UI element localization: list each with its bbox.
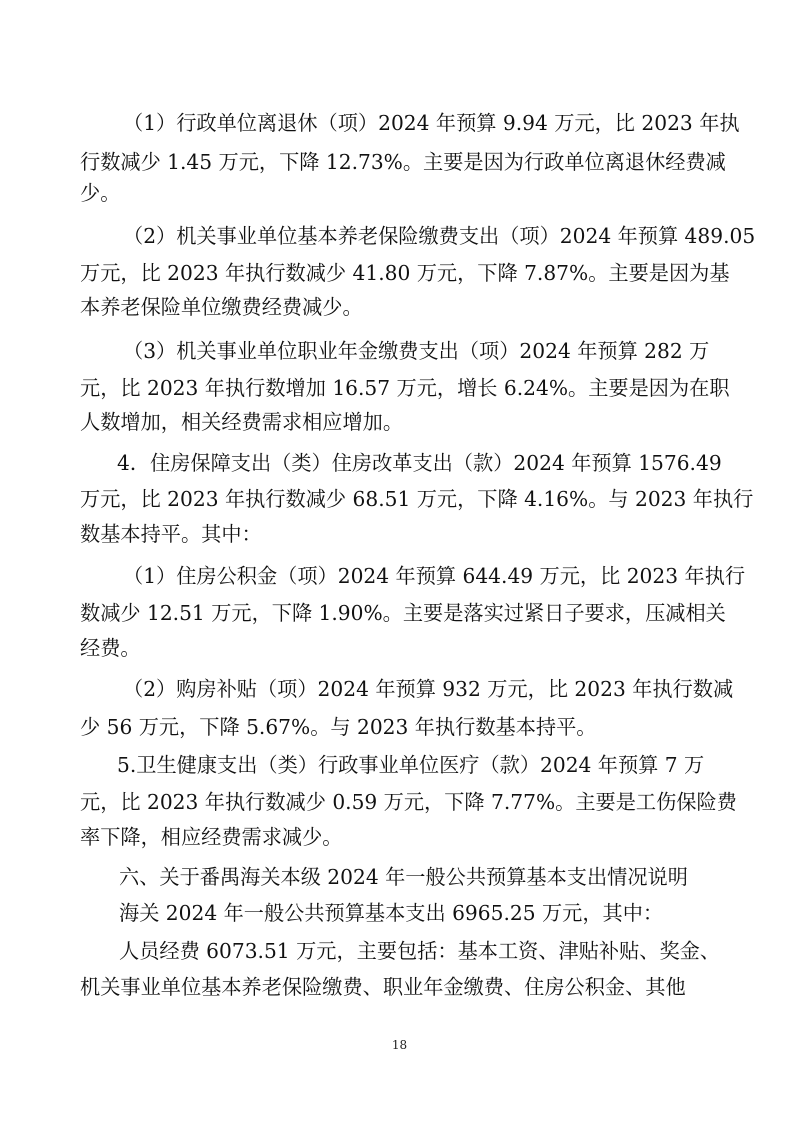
text-line-3: 少。 (80, 181, 121, 205)
text-line-10: 4．住房保障支出（类）住房改革支出（款）2024 年预算 1576.49 (117, 451, 722, 475)
text-line-14: 数减少 12.51 万元，下降 1.90%。主要是落实过紧日子要求，压减相关 (80, 601, 726, 625)
text-line-16: （2）购房补贴（项）2024 年预算 932 万元，比 2023 年执行数减 (123, 677, 734, 701)
text-line-7: （3）机关事业单位职业年金缴费支出（项）2024 年预算 282 万 (123, 339, 710, 363)
text-line-20: 率下降，相应经费需求减少。 (80, 825, 343, 849)
text-line-15: 经费。 (80, 636, 141, 660)
text-line-1: （1）行政单位离退休（项）2024 年预算 9.94 万元，比 2023 年执 (123, 111, 740, 135)
text-line-11: 万元，比 2023 年执行数减少 68.51 万元，下降 4.16%。与 2023 年执行 (80, 487, 754, 511)
text-line-5: 万元，比 2023 年执行数减少 41.80 万元，下降 7.87%。主要是因为基 (80, 261, 730, 285)
text-line-6: 本养老保险单位缴费经费减少。 (80, 295, 363, 319)
page-number: 18 (391, 1038, 408, 1052)
text-line-17: 少 56 万元，下降 5.67%。与 2023 年执行数基本持平。 (80, 715, 597, 739)
text-line-22: 海关 2024 年一般公共预算基本支出 6965.25 万元，其中： (119, 901, 664, 925)
text-line-19: 元，比 2023 年执行数减少 0.59 万元，下降 7.77%。主要是工伤保险费 (80, 790, 737, 814)
text-line-2: 行数减少 1.45 万元，下降 12.73%。主要是因为行政单位离退休经费减 (80, 150, 726, 174)
text-line-8: 元，比 2023 年执行数增加 16.57 万元，增长 6.24%。主要是因为在职 (80, 376, 730, 400)
text-line-4: （2）机关事业单位基本养老保险缴费支出（项）2024 年预算 489.05 (123, 224, 756, 248)
text-line-13: （1）住房公积金（项）2024 年预算 644.49 万元，比 2023 年执行 (123, 564, 746, 588)
section-heading: 六、关于番禺海关本级 2024 年一般公共预算基本支出情况说明 (119, 865, 688, 889)
text-line-12: 数基本持平。其中： (80, 522, 262, 546)
text-line-18: 5.卫生健康支出（类）行政事业单位医疗（款）2024 年预算 7 万 (117, 753, 705, 777)
text-line-9: 人数增加，相关经费需求相应增加。 (80, 410, 404, 434)
text-line-23: 人员经费 6073.51 万元，主要包括：基本工资、津贴补贴、奖金、 (119, 939, 721, 963)
text-line-24: 机关事业单位基本养老保险缴费、职业年金缴费、住房公积金、其他 (80, 975, 686, 999)
